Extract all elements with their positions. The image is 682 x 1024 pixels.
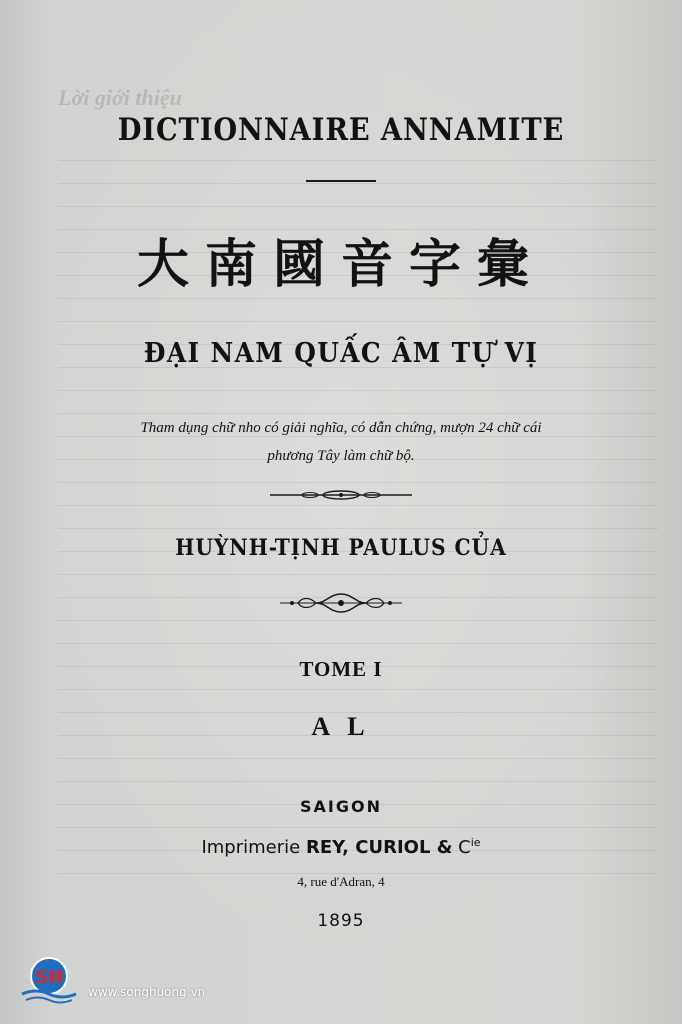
printer-suffix: C [458, 837, 471, 858]
flourish-ornament-icon [280, 591, 402, 615]
printer-address: 4, rue d'Adran, 4 [297, 874, 385, 889]
author-line: HUỲNH-TỊNH PAULUS CỦA [175, 535, 507, 561]
watermark-url: www.songhuong.vn [88, 985, 206, 999]
tome-label: TOME I [299, 657, 383, 681]
divider-ornament-icon [270, 488, 412, 502]
logo-text: SH [34, 967, 64, 988]
city-label: SAIGON [300, 797, 382, 816]
printer-sup: ie [470, 836, 481, 849]
vietnamese-title: ĐẠI NAM QUẤC ÂM TỰ VỊ [143, 338, 539, 369]
page-title: DICTIONNAIRE ANNAMITE [117, 112, 565, 148]
printer-prefix: Imprimerie [201, 837, 301, 858]
bleed-through-heading: Lời giới thiệu [58, 85, 182, 110]
publication-year: 1895 [317, 911, 365, 931]
volume-letters: A L [311, 712, 371, 741]
title-rule [306, 180, 376, 182]
subtitle-line-1: Tham dụng chữ nho có giải nghĩa, có dẫn chứng, mượn 24 chữ cái [140, 420, 542, 436]
printer-names: REY, CURIOL & [305, 837, 453, 858]
subtitle-line-2: phương Tây làm chữ bộ. [267, 448, 415, 464]
songhuong-logo-icon [18, 956, 80, 1004]
printer-line [0, 836, 682, 858]
chinese-title: 大南國音字彙 [136, 235, 545, 295]
